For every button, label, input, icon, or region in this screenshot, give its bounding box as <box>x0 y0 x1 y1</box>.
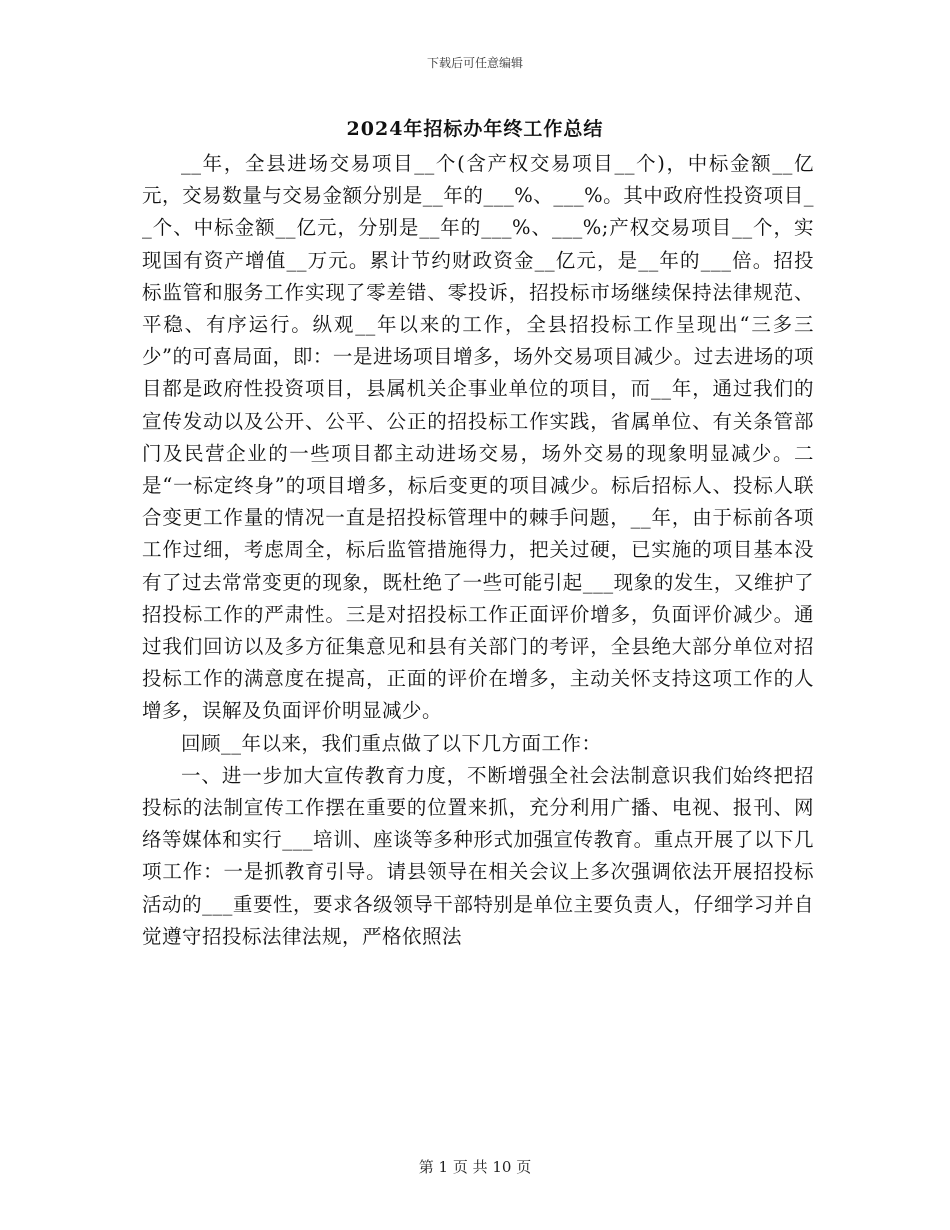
page-footer: 第 1 页 共 10 页 <box>418 1158 532 1176</box>
document-title: 2024年招标办年终工作总结 <box>346 118 604 140</box>
page-header-note: 下载后可任意编辑 <box>426 56 523 70</box>
paragraph-section-one: 一、进一步加大宣传教育力度，不断增强全社会法制意识我们始终把招投标的法制宣传工作摆在重要的位置来抓，充分利用广播、电视、报刊、网络等媒体和实行___培训、座谈等多种形式加强宣传教育。重点开展了以下几项工作：一是抓教育引导。请县领导在相关会议上多次强调依法开展招投标活动的___重要性，要求各级领导干部特别是单位主要负责人，仔细学习并自觉遵守招投标法律法规，严格依照法 <box>142 763 814 948</box>
paragraph-summary: __年，全县进场交易项目__个(含产权交易项目__个)，中标金额__亿元，交易数量与交易金额分别是__年的___%、___%。其中政府性投资项目__个、中标金额__亿元，分别是__年的___%、___%;产权交易项目__个，实现国有资产增值__万元。累计节约财政资金__亿元，是__年的___倍。招投标监管和服务工作实现了零差错、零投诉，招投标市场继续保持法律规范、平稳、有序运行。纵观__年以来的工作，全县招投标工作呈现出“三多三少”的可喜局面，即：一是进场项目增多，场外交易项目减少。过去进场的项目都是政府性投资项目，县属机关企事业单位的项目，而__年，通过我们的宣传发动以及公开、公平、公正的招投标工作实践，省属单位、有关条管部门及民营企业的一些项目都主动进场交易，场外交易的现象明显减少。二是“一标定终身”的项目增多，标后变更的项目减少。标后招标人、投标人联合变更工作量的情况一直是招投标管理中的棘手问题，__年，由于标前各项工作过细，考虑周全，标后监管措施得力，把关过硬，已实施的项目基本没有了过去常常变更的现象，既杜绝了一些可能引起___现象的发生，又维护了招投标工作的严肃性。三是对招投标工作正面评价增多，负面评价减少。通过我们回访以及多方征集意见和县有关部门的考评，全县绝大部分单位对招投标工作的满意度在提高，正面的评价在增多，主动关怀支持这项工作的人增多，误解及负面评价明显减少。 <box>142 152 814 723</box>
document-body <box>142 148 814 953</box>
paragraph-review-intro: 回顾__年以来，我们重点做了以下几方面工作： <box>181 731 602 755</box>
